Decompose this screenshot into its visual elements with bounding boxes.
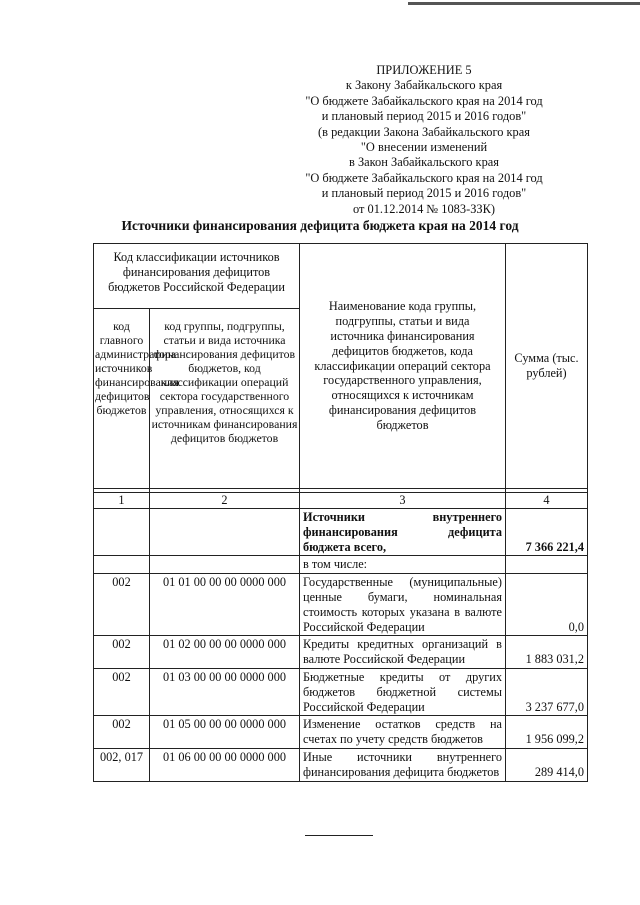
row-source-code: 01 06 00 00 00 0000 000 <box>150 748 300 781</box>
row-name: Иные источники внутреннего финансирования дефицита бюджетов <box>300 748 506 781</box>
row-sum: 289 414,0 <box>506 748 588 781</box>
row-admin-code: 002 <box>94 668 150 715</box>
row-admin-code: 002, 017 <box>94 748 150 781</box>
header-line: "О бюджете Забайкальского края на 2014 год <box>305 93 543 108</box>
document-title: Источники финансирования дефицита бюджета края на 2014 год <box>121 218 519 233</box>
header-line: ПРИЛОЖЕНИЕ 5 <box>376 63 472 77</box>
row-source-code: 01 01 00 00 00 0000 000 <box>150 574 300 636</box>
footer-divider <box>305 835 373 836</box>
column-number: 3 <box>300 493 506 509</box>
header-line: к Закону Забайкальского края <box>345 78 503 93</box>
header-admin-code: код главного администратора источников финансирования дефицитов бюджетов <box>94 309 150 489</box>
row-sum: 1 956 099,2 <box>506 716 588 749</box>
table-row-total <box>94 509 588 556</box>
column-number: 2 <box>150 493 300 509</box>
header-classification-code: Код классификации источников финансирования дефицитов бюджетов Российской Федерации <box>94 244 300 309</box>
column-number: 1 <box>94 493 150 509</box>
including-label: в том числе: <box>300 556 506 574</box>
appendix-header <box>280 63 568 217</box>
column-number: 4 <box>506 493 588 509</box>
row-sum: 1 883 031,2 <box>506 636 588 669</box>
total-name: Источники внутреннего финансирования дефицита бюджета всего, <box>300 509 506 556</box>
row-admin-code: 002 <box>94 574 150 636</box>
row-name: Государственные (муниципальные) ценные бумаги, номинальная стоимость которых указана в валюте Российской Федерации <box>300 574 506 636</box>
sources-table <box>93 243 588 782</box>
total-sum: 7 366 221,4 <box>506 509 588 556</box>
header-source-code: код группы, подгруппы, статьи и вида источника финансирования дефицитов бюджетов, код классификации операций сектора государственного управления, относящихся к источникам финансирования дефицитов бюджетов <box>150 309 300 489</box>
row-sum: 3 237 677,0 <box>506 668 588 715</box>
header-line: и плановый период 2015 и 2016 годов" <box>321 186 527 201</box>
row-source-code: 01 02 00 00 00 0000 000 <box>150 636 300 669</box>
header-line: (в редакции Закона Забайкальского края <box>318 124 530 139</box>
table-row <box>94 636 588 669</box>
table-row <box>94 748 588 781</box>
table-row <box>94 668 588 715</box>
table-header-row <box>94 244 588 309</box>
row-name: Кредиты кредитных организаций в валюте Российской Федерации <box>300 636 506 669</box>
row-name: Бюджетные кредиты от других бюджетов бюджетной системы Российской Федерации <box>300 668 506 715</box>
table-row-including <box>94 556 588 574</box>
row-sum: 0,0 <box>506 574 588 636</box>
top-edge-line <box>408 2 640 5</box>
header-line: от 01.12.2014 № 1083-ЗЗК) <box>352 201 496 216</box>
row-admin-code: 002 <box>94 636 150 669</box>
row-source-code: 01 05 00 00 00 0000 000 <box>150 716 300 749</box>
column-number-row <box>94 493 588 509</box>
table-row <box>94 574 588 636</box>
table-row <box>94 716 588 749</box>
header-line: и плановый период 2015 и 2016 годов" <box>321 109 527 124</box>
header-line: в Закон Забайкальского края <box>349 155 499 170</box>
row-source-code: 01 03 00 00 00 0000 000 <box>150 668 300 715</box>
header-sum: Сумма (тыс. рублей) <box>506 244 588 489</box>
row-name: Изменение остатков средств на счетах по учету средств бюджетов <box>300 716 506 749</box>
header-name: Наименование кода группы, подгруппы, статьи и вида источника финансирования дефицитов бюджетов, кода классификации операций сектора государственного управления, относящихся к источникам финансирования дефицитов бюджетов <box>300 244 506 489</box>
header-line: "О внесении изменений <box>360 140 488 155</box>
header-line: "О бюджете Забайкальского края на 2014 год <box>305 170 543 185</box>
row-admin-code: 002 <box>94 716 150 749</box>
